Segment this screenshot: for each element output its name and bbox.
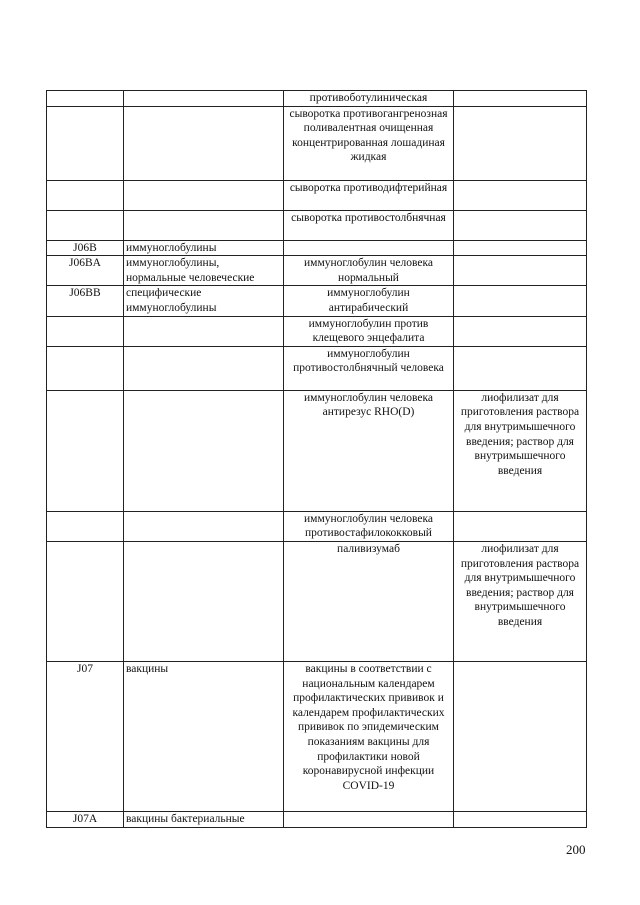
table-row (47, 346, 587, 390)
table-row (47, 811, 587, 827)
drug-table (46, 90, 587, 828)
drug-name-cell: паливизумаб (284, 541, 454, 661)
atc-code-cell: J06B (47, 240, 124, 256)
drug-name-cell: иммуноглобулин антирабический (284, 286, 454, 316)
dosage-form-cell (454, 316, 587, 346)
group-name-cell: специфические иммуноглобулины (124, 286, 284, 316)
table-row (47, 541, 587, 661)
dosage-form-cell (454, 106, 587, 180)
drug-name-cell (284, 240, 454, 256)
table-row (47, 210, 587, 240)
dosage-form-cell (454, 811, 587, 827)
table-row (47, 91, 587, 107)
atc-code-cell (47, 541, 124, 661)
table-row (47, 316, 587, 346)
dosage-form-cell (454, 511, 587, 541)
table-row (47, 180, 587, 210)
group-name-cell (124, 511, 284, 541)
group-name-cell: вакцины (124, 661, 284, 811)
atc-code-cell (47, 316, 124, 346)
dosage-form-cell (454, 180, 587, 210)
drug-name-cell (284, 811, 454, 827)
group-name-cell: иммуноглобулины (124, 240, 284, 256)
group-name-cell (124, 390, 284, 511)
table-row (47, 286, 587, 316)
atc-code-cell (47, 106, 124, 180)
atc-code-cell: J06BB (47, 286, 124, 316)
drug-name-cell: противоботулиническая (284, 91, 454, 107)
dosage-form-cell: лиофилизат для приготовления раствора для внутримышечного введения; раствор для внутримышечного введения (454, 541, 587, 661)
drug-name-cell: иммуноглобулин человека антирезус RHO(D) (284, 390, 454, 511)
atc-code-cell: J07 (47, 661, 124, 811)
drug-name-cell: сыворотка противогангренозная поливалентная очищенная концентрированная лошадиная жидкая (284, 106, 454, 180)
drug-name-cell: иммуноглобулин человека противостафилококковый (284, 511, 454, 541)
drug-name-cell: вакцины в соответствии с национальным календарем профилактических прививок и календарем профилактических прививок по эпидемическим показаниям вакцины для профилактики новой коронавирусной инфекции COVID-19 (284, 661, 454, 811)
dosage-form-cell (454, 346, 587, 390)
group-name-cell (124, 180, 284, 210)
group-name-cell (124, 210, 284, 240)
atc-code-cell (47, 346, 124, 390)
drug-name-cell: иммуноглобулин человека нормальный (284, 256, 454, 286)
group-name-cell (124, 106, 284, 180)
dosage-form-cell (454, 286, 587, 316)
atc-code-cell (47, 91, 124, 107)
drug-name-cell: сыворотка противодифтерийная (284, 180, 454, 210)
dosage-form-cell: лиофилизат для приготовления раствора для внутримышечного введения; раствор для внутримышечного введения (454, 390, 587, 511)
atc-code-cell (47, 390, 124, 511)
atc-code-cell: J07A (47, 811, 124, 827)
table-row (47, 390, 587, 511)
dosage-form-cell (454, 91, 587, 107)
dosage-form-cell (454, 240, 587, 256)
group-name-cell: вакцины бактериальные (124, 811, 284, 827)
group-name-cell (124, 316, 284, 346)
table-row (47, 511, 587, 541)
atc-code-cell (47, 210, 124, 240)
table-row (47, 661, 587, 811)
dosage-form-cell (454, 661, 587, 811)
drug-name-cell: иммуноглобулин противостолбнячный человека (284, 346, 454, 390)
group-name-cell (124, 541, 284, 661)
group-name-cell: иммуноглобулины, нормальные человеческие (124, 256, 284, 286)
atc-code-cell (47, 511, 124, 541)
drug-name-cell: иммуноглобулин против клещевого энцефалита (284, 316, 454, 346)
table-row (47, 106, 587, 180)
group-name-cell (124, 91, 284, 107)
atc-code-cell: J06BA (47, 256, 124, 286)
table-row (47, 256, 587, 286)
atc-code-cell (47, 180, 124, 210)
dosage-form-cell (454, 210, 587, 240)
drug-name-cell: сыворотка противостолбнячная (284, 210, 454, 240)
dosage-form-cell (454, 256, 587, 286)
group-name-cell (124, 346, 284, 390)
table-row (47, 240, 587, 256)
page-number: 200 (566, 842, 586, 857)
